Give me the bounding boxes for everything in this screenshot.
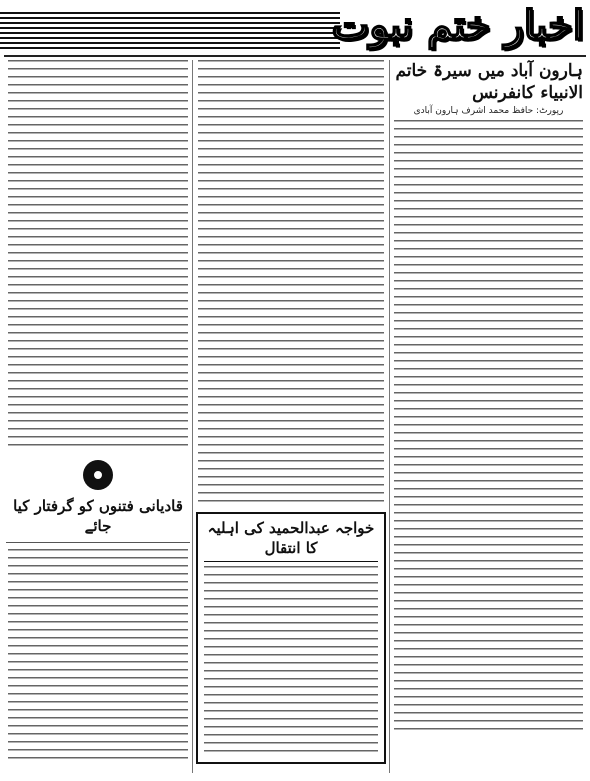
masthead-rule [4, 55, 586, 57]
right-column [392, 60, 585, 775]
article-byline: رپورٹ: حافظ محمد اشرف ہارون آبادی [413, 106, 564, 116]
article-body-placeholder [8, 549, 188, 764]
masthead-stripes [0, 12, 340, 50]
article-headline: ہارون آباد میں سیرۃ خاتم الانبیاء کانفرنس [395, 61, 583, 103]
khatm-e-nubuwwat-emblem-icon [83, 460, 113, 490]
article-body-placeholder [8, 60, 188, 452]
middle-column [196, 60, 386, 775]
newspaper-title: اخبار ختم نبوت [331, 2, 584, 49]
article-headline: قادیانی فتنوں کو گرفتار کیا جائے [13, 497, 183, 535]
logo-wrap [6, 460, 190, 490]
column-divider [192, 60, 193, 773]
headline-rule [6, 542, 190, 543]
column-divider [389, 60, 390, 773]
masthead [0, 0, 590, 56]
boxed-article-headline: خواجہ عبدالحمید کی اہلیہ کا انتقال [204, 518, 378, 562]
left-column [6, 60, 190, 775]
article-body-placeholder [394, 120, 583, 732]
boxed-article-body-placeholder [204, 566, 378, 756]
article-body-placeholder [198, 60, 384, 508]
emblem-inner-icon [91, 468, 105, 482]
boxed-article [196, 512, 386, 764]
